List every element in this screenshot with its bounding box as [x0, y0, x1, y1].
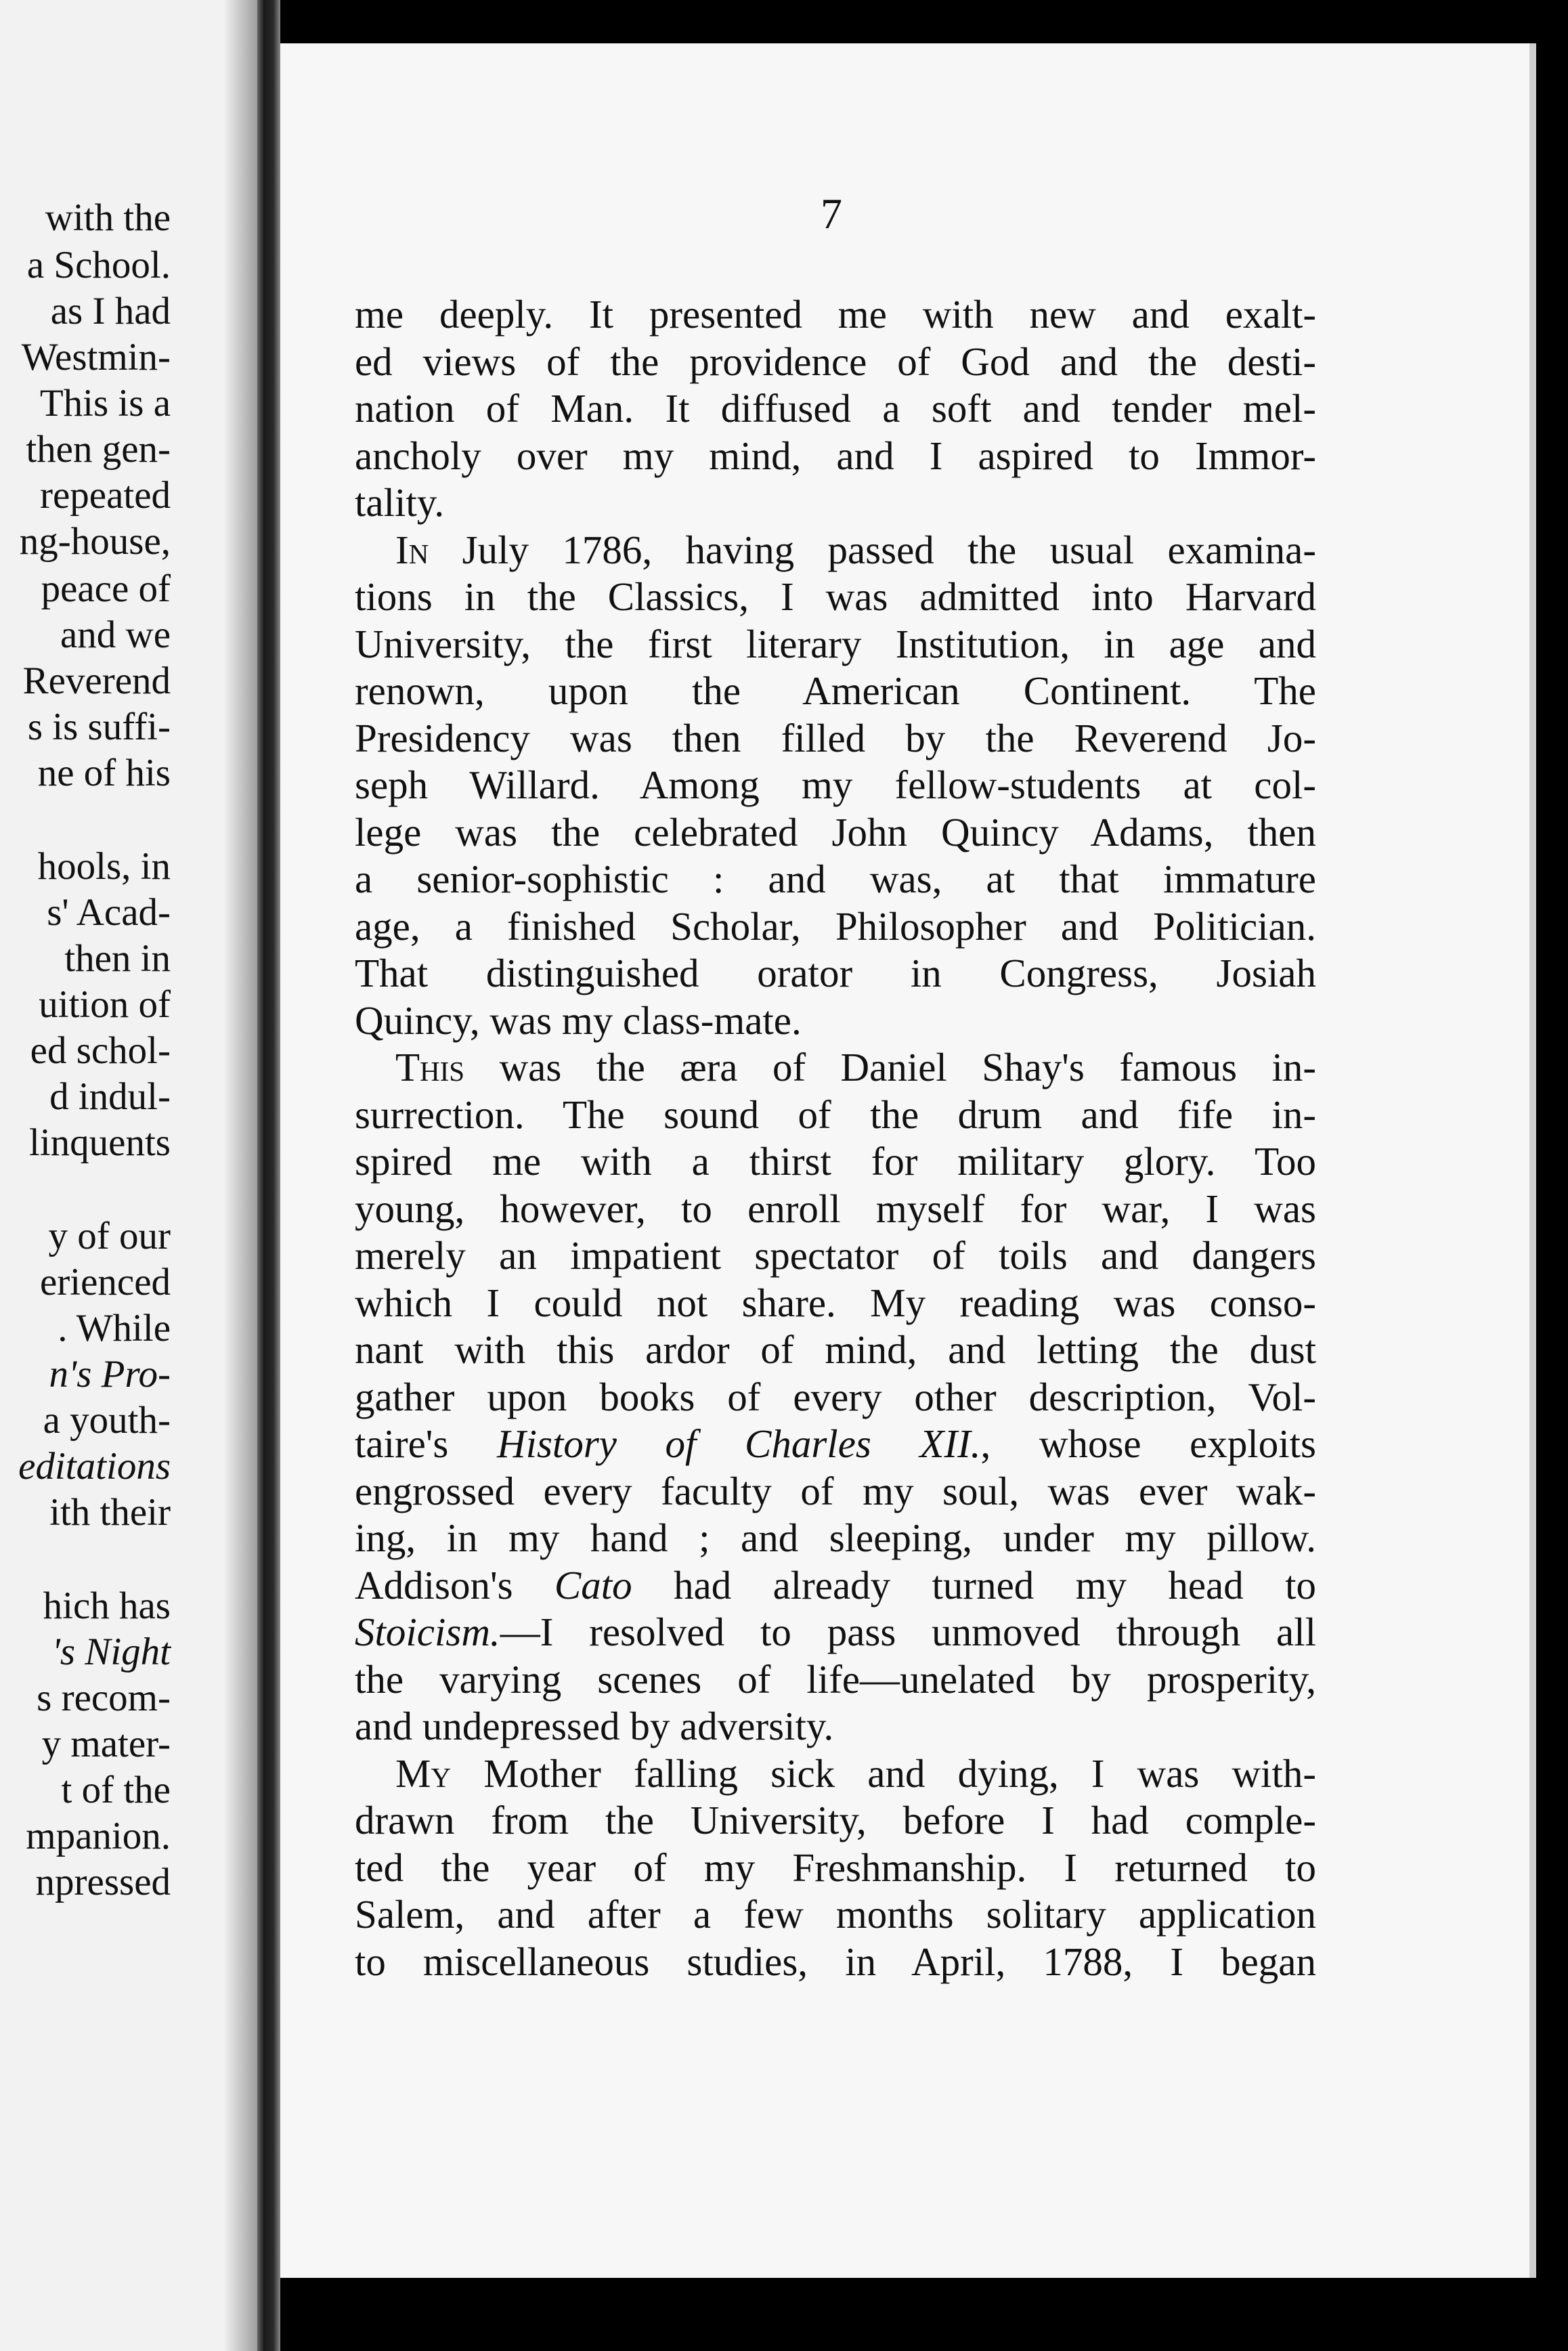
page-number: 7 — [821, 190, 842, 238]
left-page-line: Reverend — [22, 660, 171, 702]
text-line — [355, 527, 1316, 574]
text-segment: surrection. The sound of the drum and fife in- — [355, 1092, 1316, 1137]
text-segment: Presidency was then filled by the Reverend Jo- — [355, 715, 1316, 760]
text-line — [355, 950, 1316, 997]
text-line — [355, 1939, 1316, 1986]
text-line — [355, 339, 1316, 386]
text-segment: gather upon books of every other description, Vol- — [355, 1374, 1316, 1419]
left-page-line: t of the — [61, 1769, 171, 1811]
left-page-line: 's Night — [51, 1631, 171, 1673]
left-page-line: s' Acad- — [47, 891, 171, 934]
text-line — [355, 762, 1316, 809]
italic-text: Stoicism. — [355, 1610, 500, 1654]
text-line — [355, 291, 1316, 339]
left-page-line: ed schol- — [30, 1029, 171, 1072]
left-page-line: ne of his — [37, 752, 171, 794]
text-line — [355, 1327, 1316, 1374]
left-page-line: npressed — [35, 1861, 171, 1903]
left-page-line: with the — [45, 196, 171, 239]
text-line — [355, 1138, 1316, 1186]
text-line — [355, 1797, 1316, 1845]
text-segment: Mother falling sick and dying, I was with- — [451, 1750, 1316, 1796]
text-line — [355, 668, 1316, 715]
text-line — [355, 1232, 1316, 1280]
text-segment: July 1786, having passed the usual examina- — [429, 527, 1316, 572]
left-page-line: . While — [58, 1307, 171, 1350]
text-line — [355, 1515, 1316, 1562]
left-page-line: d indul- — [49, 1075, 171, 1118]
previous-page-fragment — [0, 0, 257, 2351]
text-line — [355, 433, 1316, 480]
text-segment: ed views of the providence of God and the desti- — [355, 339, 1316, 384]
left-page-line: ng-house, — [19, 520, 171, 563]
text-line — [355, 1044, 1316, 1092]
text-line — [355, 1845, 1316, 1892]
text-segment: young, however, to enroll myself for war, I was — [355, 1186, 1316, 1231]
left-page-line: linquents — [29, 1121, 171, 1164]
left-page-line: editations — [18, 1445, 171, 1488]
left-page-line: y mater- — [41, 1723, 171, 1765]
left-page-line: a School. — [26, 244, 171, 286]
text-segment: merely an impatient spectator of toils and dangers — [355, 1233, 1316, 1278]
text-segment: , whose exploits — [980, 1421, 1316, 1466]
left-page-line: hools, in — [37, 845, 171, 888]
text-line — [355, 1468, 1316, 1515]
left-page-line: hich has — [43, 1584, 171, 1627]
text-line — [355, 1656, 1316, 1704]
text-line — [355, 1374, 1316, 1421]
left-page-line: peace of — [41, 567, 171, 610]
text-line — [355, 1562, 1316, 1610]
text-segment: to miscellaneous studies, in April, 1788, I began — [355, 1939, 1316, 1984]
page-body-text — [355, 291, 1316, 1985]
text-segment: spired me with a thirst for military glory. Too — [355, 1139, 1316, 1184]
text-segment: ted the year of my Freshmanship. I returned to — [355, 1845, 1316, 1890]
text-segment: nant with this ardor of mind, and letting the dust — [355, 1327, 1316, 1372]
italic-text: Cato — [554, 1562, 632, 1608]
left-page-line: s is suffi- — [27, 706, 171, 748]
left-page-line: n's Pro- — [49, 1353, 171, 1396]
text-line — [355, 479, 1316, 527]
small-caps-text: This — [395, 1045, 465, 1090]
italic-text: History of Charles XII. — [496, 1421, 981, 1466]
left-page-line: This is a — [39, 382, 171, 425]
text-line — [355, 1186, 1316, 1233]
text-segment: a senior-sophistic : and was, at that immature — [355, 857, 1316, 901]
left-page-line: then in — [64, 937, 171, 980]
text-segment: the varying scenes of life—unelated by prosperity, — [355, 1656, 1316, 1702]
left-page-line: repeated — [39, 474, 171, 517]
text-line — [355, 621, 1316, 668]
text-segment: taire's — [355, 1421, 497, 1466]
text-segment: Salem, and after a few months solitary application — [355, 1892, 1316, 1937]
text-segment: ancholy over my mind, and I aspired to Immor- — [355, 433, 1316, 478]
book-gutter — [257, 0, 280, 2351]
text-segment: —I resolved to pass unmoved through all — [500, 1610, 1316, 1654]
text-segment: and undepressed by adversity. — [355, 1704, 834, 1748]
text-line — [355, 1891, 1316, 1939]
text-line — [355, 574, 1316, 621]
text-segment: drawn from the University, before I had comple- — [355, 1798, 1316, 1842]
text-line — [355, 1609, 1316, 1656]
text-line — [355, 856, 1316, 903]
text-line — [355, 1280, 1316, 1327]
text-segment: Addison's — [355, 1562, 554, 1608]
text-segment: lege was the celebrated John Quincy Adams, then — [355, 809, 1316, 855]
text-segment: engrossed every faculty of my soul, was ever wak- — [355, 1468, 1316, 1513]
left-page-line: erienced — [39, 1261, 171, 1303]
left-page-line: a youth- — [43, 1399, 171, 1442]
text-line — [355, 385, 1316, 433]
text-line — [355, 903, 1316, 951]
text-segment: had already turned my head to — [632, 1562, 1316, 1608]
left-page-line: Westmin- — [21, 336, 171, 379]
text-segment: was the æra of Daniel Shay's famous in- — [464, 1045, 1316, 1090]
text-segment: which I could not share. My reading was conso- — [355, 1280, 1316, 1325]
gutter-shadow — [223, 0, 257, 2351]
left-page-line: uition of — [39, 983, 171, 1026]
text-segment: age, a finished Scholar, Philosopher and Politician. — [355, 903, 1316, 949]
text-segment: renown, upon the American Continent. The — [355, 668, 1316, 713]
text-segment: University, the first literary Institution, in age and — [355, 621, 1316, 666]
text-line — [355, 1703, 1316, 1750]
text-segment: tality. — [355, 480, 445, 525]
left-page-line: and we — [60, 613, 171, 656]
text-segment: me deeply. It presented me with new and exalt- — [355, 292, 1316, 337]
left-page-line: s recom- — [37, 1677, 171, 1719]
left-page-line: then gen- — [26, 428, 171, 471]
text-line — [355, 1092, 1316, 1139]
text-segment: seph Willard. Among my fellow-students at col- — [355, 762, 1316, 807]
text-segment: ing, in my hand ; and sleeping, under my pillow. — [355, 1515, 1316, 1560]
left-page-line: y of our — [48, 1215, 171, 1257]
text-segment: That distinguished orator in Congress, Josiah — [355, 951, 1316, 995]
text-line — [355, 715, 1316, 762]
text-line — [355, 809, 1316, 857]
text-segment: tions in the Classics, I was admitted into Harvard — [355, 574, 1316, 619]
left-page-line: ith their — [49, 1491, 171, 1534]
text-segment: Quincy, was my class-mate. — [355, 997, 802, 1043]
text-segment: nation of Man. It diffused a soft and tender mel- — [355, 386, 1316, 431]
text-line — [355, 1421, 1316, 1468]
left-page-line: as I had — [50, 290, 171, 332]
small-caps-text: In — [395, 527, 429, 572]
left-page-line: mpanion. — [26, 1815, 171, 1857]
text-line — [355, 997, 1316, 1045]
small-caps-text: My — [395, 1750, 452, 1796]
text-line — [355, 1750, 1316, 1798]
